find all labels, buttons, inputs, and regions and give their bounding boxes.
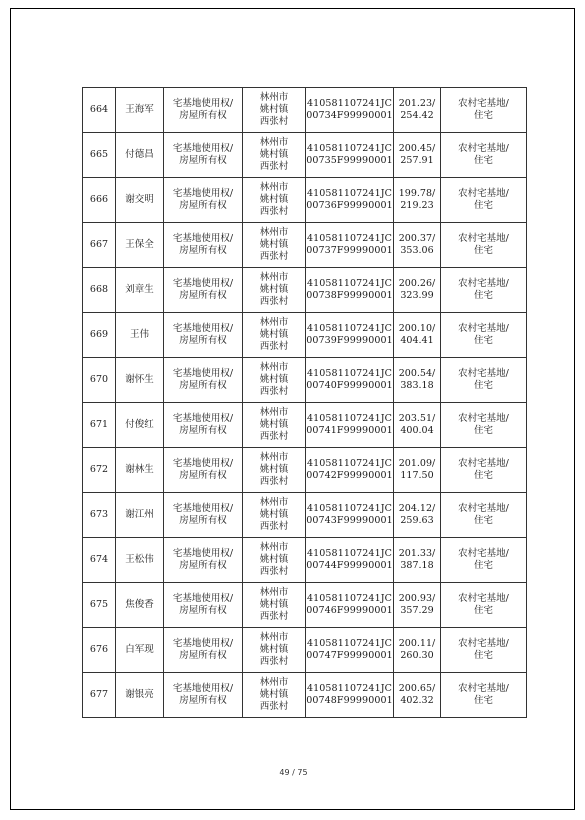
- right-type-cell: [164, 583, 243, 628]
- location-town: 姚村镇: [259, 284, 289, 295]
- usage-cell: [441, 448, 527, 493]
- row-number: 676: [89, 644, 109, 655]
- area-cell: [394, 583, 441, 628]
- usage-cell: [441, 88, 527, 133]
- area-cell: [394, 493, 441, 538]
- unit-code-cell: [306, 628, 394, 673]
- location-city: 林州市: [259, 227, 289, 238]
- row-number-cell: [83, 358, 116, 403]
- owner-name-cell: [116, 673, 164, 718]
- usage-cell: [441, 223, 527, 268]
- owner-name: 焦俊香: [125, 599, 154, 610]
- right-type-line-1: 宅基地使用权/: [172, 233, 234, 244]
- right-type-line-1: 宅基地使用权/: [172, 143, 234, 154]
- land-area: 200.10/: [398, 323, 436, 334]
- right-type-line-1: 宅基地使用权/: [172, 413, 234, 424]
- area-cell: [394, 313, 441, 358]
- unit-code-line-2: 00744F99990001: [306, 560, 393, 571]
- row-number-cell: [83, 673, 116, 718]
- location-city: 林州市: [259, 137, 289, 148]
- usage-cell: [441, 583, 527, 628]
- location-village: 西张村: [259, 251, 289, 262]
- building-area: 383.18: [400, 380, 434, 391]
- unit-code-line-1: 410581107241JC: [306, 188, 392, 199]
- right-type-line-2: 房屋所有权: [179, 560, 227, 571]
- usage-line-2: 住宅: [473, 110, 493, 121]
- location-city: 林州市: [259, 452, 289, 463]
- location-cell: [243, 403, 306, 448]
- location-town: 姚村镇: [259, 419, 289, 430]
- right-type-cell: [164, 88, 243, 133]
- owner-name: 刘章生: [125, 284, 154, 295]
- location-cell: [243, 493, 306, 538]
- right-type-line-1: 宅基地使用权/: [172, 278, 234, 289]
- unit-code-line-1: 410581107241JC: [306, 98, 392, 109]
- location-town: 姚村镇: [259, 644, 289, 655]
- unit-code-line-2: 00737F99990001: [306, 245, 393, 256]
- usage-line-2: 住宅: [473, 695, 493, 706]
- location-cell: [243, 313, 306, 358]
- usage-line-2: 住宅: [473, 290, 493, 301]
- location-town: 姚村镇: [259, 509, 289, 520]
- location-city: 林州市: [259, 497, 289, 508]
- table-row: [83, 583, 527, 628]
- owner-name-cell: [116, 88, 164, 133]
- location-town: 姚村镇: [259, 194, 289, 205]
- owner-name-cell: [116, 313, 164, 358]
- owner-name: 白军现: [125, 644, 154, 655]
- building-area: 402.32: [400, 695, 434, 706]
- row-number: 667: [89, 239, 109, 250]
- usage-line-2: 住宅: [473, 335, 493, 346]
- usage-line-1: 农村宅基地/: [458, 593, 509, 604]
- table-row: [83, 493, 527, 538]
- usage-line-1: 农村宅基地/: [458, 143, 509, 154]
- unit-code-line-2: 00740F99990001: [306, 380, 393, 391]
- unit-code-line-1: 410581107241JC: [306, 548, 392, 559]
- owner-name: 王海军: [125, 104, 154, 115]
- area-cell: [394, 223, 441, 268]
- usage-cell: [441, 673, 527, 718]
- right-type-line-2: 房屋所有权: [179, 290, 227, 301]
- location-city: 林州市: [259, 542, 289, 553]
- row-number-cell: [83, 538, 116, 583]
- unit-code-line-2: 00736F99990001: [306, 200, 393, 211]
- location-village: 西张村: [259, 296, 289, 307]
- area-cell: [394, 133, 441, 178]
- registration-table: [82, 87, 527, 718]
- location-village: 西张村: [259, 611, 289, 622]
- building-area: 400.04: [400, 425, 434, 436]
- unit-code-cell: [306, 268, 394, 313]
- unit-code-line-1: 410581107241JC: [306, 638, 392, 649]
- table-row: [83, 133, 527, 178]
- area-cell: [394, 448, 441, 493]
- row-number-cell: [83, 493, 116, 538]
- building-area: 259.63: [400, 515, 434, 526]
- building-area: 254.42: [400, 110, 434, 121]
- right-type-cell: [164, 403, 243, 448]
- unit-code-cell: [306, 358, 394, 403]
- location-cell: [243, 538, 306, 583]
- usage-line-2: 住宅: [473, 605, 493, 616]
- location-city: 林州市: [259, 407, 289, 418]
- usage-cell: [441, 403, 527, 448]
- unit-code-line-1: 410581107241JC: [306, 413, 392, 424]
- usage-cell: [441, 493, 527, 538]
- area-cell: [394, 268, 441, 313]
- unit-code-line-1: 410581107241JC: [306, 683, 392, 694]
- location-village: 西张村: [259, 566, 289, 577]
- owner-name: 付俊红: [125, 419, 154, 430]
- row-number: 669: [89, 329, 109, 340]
- usage-cell: [441, 538, 527, 583]
- location-cell: [243, 268, 306, 313]
- owner-name: 谢江州: [125, 509, 154, 520]
- row-number-cell: [83, 133, 116, 178]
- building-area: 260.30: [400, 650, 434, 661]
- location-village: 西张村: [259, 656, 289, 667]
- land-area: 200.65/: [398, 683, 436, 694]
- row-number-cell: [83, 583, 116, 628]
- building-area: 404.41: [400, 335, 434, 346]
- row-number: 677: [89, 689, 109, 700]
- row-number-cell: [83, 628, 116, 673]
- location-village: 西张村: [259, 476, 289, 487]
- unit-code-line-2: 00739F99990001: [306, 335, 393, 346]
- row-number: 672: [89, 464, 109, 475]
- location-cell: [243, 583, 306, 628]
- unit-code-line-2: 00734F99990001: [306, 110, 393, 121]
- location-cell: [243, 133, 306, 178]
- area-cell: [394, 358, 441, 403]
- row-number-cell: [83, 403, 116, 448]
- owner-name-cell: [116, 178, 164, 223]
- usage-line-1: 农村宅基地/: [458, 233, 509, 244]
- land-area: 200.37/: [398, 233, 436, 244]
- table-row: [83, 88, 527, 133]
- usage-line-2: 住宅: [473, 650, 493, 661]
- building-area: 323.99: [400, 290, 434, 301]
- table-row: [83, 358, 527, 403]
- right-type-cell: [164, 628, 243, 673]
- table-body: [83, 88, 527, 718]
- usage-line-2: 住宅: [473, 200, 493, 211]
- right-type-cell: [164, 268, 243, 313]
- owner-name: 谢林生: [125, 464, 154, 475]
- right-type-line-2: 房屋所有权: [179, 200, 227, 211]
- location-town: 姚村镇: [259, 104, 289, 115]
- owner-name-cell: [116, 403, 164, 448]
- usage-line-1: 农村宅基地/: [458, 683, 509, 694]
- unit-code-cell: [306, 673, 394, 718]
- right-type-line-2: 房屋所有权: [179, 515, 227, 526]
- unit-code-line-1: 410581107241JC: [306, 143, 392, 154]
- owner-name-cell: [116, 133, 164, 178]
- location-village: 西张村: [259, 116, 289, 127]
- owner-name: 谢银亮: [125, 689, 154, 700]
- location-village: 西张村: [259, 386, 289, 397]
- unit-code-line-2: 00747F99990001: [306, 650, 393, 661]
- owner-name: 付德昌: [125, 149, 154, 160]
- location-cell: [243, 358, 306, 403]
- location-city: 林州市: [259, 677, 289, 688]
- location-town: 姚村镇: [259, 329, 289, 340]
- page-number: 49 / 75: [279, 768, 308, 777]
- usage-line-1: 农村宅基地/: [458, 413, 509, 424]
- unit-code-cell: [306, 313, 394, 358]
- location-village: 西张村: [259, 431, 289, 442]
- area-cell: [394, 403, 441, 448]
- unit-code-line-1: 410581107241JC: [306, 593, 392, 604]
- row-number-cell: [83, 268, 116, 313]
- owner-name-cell: [116, 358, 164, 403]
- usage-line-2: 住宅: [473, 425, 493, 436]
- location-cell: [243, 628, 306, 673]
- usage-cell: [441, 178, 527, 223]
- building-area: 117.50: [400, 470, 434, 481]
- right-type-line-2: 房屋所有权: [179, 650, 227, 661]
- area-cell: [394, 538, 441, 583]
- usage-line-2: 住宅: [473, 155, 493, 166]
- location-town: 姚村镇: [259, 464, 289, 475]
- usage-line-1: 农村宅基地/: [458, 638, 509, 649]
- unit-code-line-1: 410581107241JC: [306, 503, 392, 514]
- right-type-line-1: 宅基地使用权/: [172, 503, 234, 514]
- unit-code-line-1: 410581107241JC: [306, 323, 392, 334]
- table-row: [83, 223, 527, 268]
- owner-name-cell: [116, 628, 164, 673]
- owner-name-cell: [116, 538, 164, 583]
- right-type-line-2: 房屋所有权: [179, 245, 227, 256]
- usage-line-1: 农村宅基地/: [458, 278, 509, 289]
- table-row: [83, 448, 527, 493]
- table-row: [83, 628, 527, 673]
- unit-code-line-2: 00746F99990001: [306, 605, 393, 616]
- owner-name: 王松伟: [125, 554, 154, 565]
- location-city: 林州市: [259, 632, 289, 643]
- row-number-cell: [83, 88, 116, 133]
- right-type-line-2: 房屋所有权: [179, 470, 227, 481]
- location-city: 林州市: [259, 317, 289, 328]
- unit-code-cell: [306, 133, 394, 178]
- owner-name: 谢怀生: [125, 374, 154, 385]
- right-type-line-2: 房屋所有权: [179, 605, 227, 616]
- unit-code-cell: [306, 223, 394, 268]
- land-area: 200.26/: [398, 278, 436, 289]
- location-cell: [243, 673, 306, 718]
- building-area: 219.23: [400, 200, 434, 211]
- row-number: 668: [89, 284, 109, 295]
- land-area: 200.11/: [398, 638, 436, 649]
- table-row: [83, 673, 527, 718]
- usage-line-1: 农村宅基地/: [458, 458, 509, 469]
- right-type-line-1: 宅基地使用权/: [172, 323, 234, 334]
- unit-code-cell: [306, 403, 394, 448]
- land-area: 200.45/: [398, 143, 436, 154]
- right-type-cell: [164, 673, 243, 718]
- location-village: 西张村: [259, 701, 289, 712]
- right-type-line-2: 房屋所有权: [179, 425, 227, 436]
- unit-code-cell: [306, 583, 394, 628]
- owner-name-cell: [116, 268, 164, 313]
- location-cell: [243, 223, 306, 268]
- area-cell: [394, 88, 441, 133]
- location-cell: [243, 178, 306, 223]
- right-type-cell: [164, 448, 243, 493]
- owner-name: 王保全: [125, 239, 154, 250]
- unit-code-cell: [306, 538, 394, 583]
- usage-cell: [441, 268, 527, 313]
- row-number-cell: [83, 178, 116, 223]
- unit-code-cell: [306, 493, 394, 538]
- usage-cell: [441, 313, 527, 358]
- usage-line-1: 农村宅基地/: [458, 548, 509, 559]
- table-row: [83, 178, 527, 223]
- unit-code-line-1: 410581107241JC: [306, 368, 392, 379]
- location-cell: [243, 448, 306, 493]
- area-cell: [394, 673, 441, 718]
- building-area: 257.91: [400, 155, 434, 166]
- usage-line-2: 住宅: [473, 515, 493, 526]
- right-type-cell: [164, 313, 243, 358]
- unit-code-line-2: 00748F99990001: [306, 695, 393, 706]
- right-type-line-1: 宅基地使用权/: [172, 188, 234, 199]
- right-type-line-1: 宅基地使用权/: [172, 458, 234, 469]
- usage-line-2: 住宅: [473, 470, 493, 481]
- document-page: [10, 8, 575, 810]
- unit-code-line-1: 410581107241JC: [306, 233, 392, 244]
- location-city: 林州市: [259, 182, 289, 193]
- location-town: 姚村镇: [259, 239, 289, 250]
- usage-cell: [441, 358, 527, 403]
- usage-line-1: 农村宅基地/: [458, 323, 509, 334]
- location-town: 姚村镇: [259, 689, 289, 700]
- right-type-line-1: 宅基地使用权/: [172, 683, 234, 694]
- usage-cell: [441, 133, 527, 178]
- row-number: 670: [89, 374, 109, 385]
- row-number: 675: [89, 599, 109, 610]
- right-type-cell: [164, 223, 243, 268]
- right-type-line-2: 房屋所有权: [179, 155, 227, 166]
- location-cell: [243, 88, 306, 133]
- unit-code-line-2: 00738F99990001: [306, 290, 393, 301]
- row-number: 674: [89, 554, 109, 565]
- unit-code-line-2: 00741F99990001: [306, 425, 393, 436]
- owner-name: 王伟: [129, 329, 149, 340]
- location-village: 西张村: [259, 521, 289, 532]
- area-cell: [394, 628, 441, 673]
- location-village: 西张村: [259, 161, 289, 172]
- owner-name-cell: [116, 583, 164, 628]
- right-type-line-2: 房屋所有权: [179, 335, 227, 346]
- usage-cell: [441, 628, 527, 673]
- right-type-line-1: 宅基地使用权/: [172, 368, 234, 379]
- unit-code-cell: [306, 448, 394, 493]
- right-type-cell: [164, 538, 243, 583]
- table-row: [83, 313, 527, 358]
- usage-line-2: 住宅: [473, 245, 493, 256]
- right-type-cell: [164, 133, 243, 178]
- right-type-line-1: 宅基地使用权/: [172, 548, 234, 559]
- owner-name-cell: [116, 223, 164, 268]
- row-number: 665: [89, 149, 109, 160]
- usage-line-1: 农村宅基地/: [458, 503, 509, 514]
- right-type-line-1: 宅基地使用权/: [172, 638, 234, 649]
- row-number-cell: [83, 313, 116, 358]
- usage-line-1: 农村宅基地/: [458, 368, 509, 379]
- owner-name-cell: [116, 493, 164, 538]
- location-town: 姚村镇: [259, 554, 289, 565]
- land-area: 199.78/: [398, 188, 436, 199]
- building-area: 353.06: [400, 245, 434, 256]
- land-area: 200.54/: [398, 368, 436, 379]
- land-area: 200.93/: [398, 593, 436, 604]
- row-number-cell: [83, 223, 116, 268]
- location-town: 姚村镇: [259, 149, 289, 160]
- right-type-line-1: 宅基地使用权/: [172, 98, 234, 109]
- unit-code-line-1: 410581107241JC: [306, 458, 392, 469]
- owner-name-cell: [116, 448, 164, 493]
- table-row: [83, 403, 527, 448]
- building-area: 387.18: [400, 560, 434, 571]
- location-town: 姚村镇: [259, 599, 289, 610]
- usage-line-1: 农村宅基地/: [458, 98, 509, 109]
- unit-code-line-1: 410581107241JC: [306, 278, 392, 289]
- location-city: 林州市: [259, 272, 289, 283]
- land-area: 201.33/: [398, 548, 436, 559]
- location-city: 林州市: [259, 587, 289, 598]
- land-area: 204.12/: [398, 503, 436, 514]
- unit-code-line-2: 00735F99990001: [306, 155, 393, 166]
- unit-code-cell: [306, 178, 394, 223]
- owner-name: 谢交明: [125, 194, 154, 205]
- land-area: 203.51/: [398, 413, 436, 424]
- row-number: 666: [89, 194, 109, 205]
- location-city: 林州市: [259, 92, 289, 103]
- usage-line-1: 农村宅基地/: [458, 188, 509, 199]
- right-type-cell: [164, 358, 243, 403]
- land-area: 201.23/: [398, 98, 436, 109]
- right-type-line-2: 房屋所有权: [179, 695, 227, 706]
- location-village: 西张村: [259, 206, 289, 217]
- row-number: 671: [89, 419, 109, 430]
- unit-code-line-2: 00743F99990001: [306, 515, 393, 526]
- land-area: 201.09/: [398, 458, 436, 469]
- location-town: 姚村镇: [259, 374, 289, 385]
- location-city: 林州市: [259, 362, 289, 373]
- right-type-line-2: 房屋所有权: [179, 380, 227, 391]
- right-type-cell: [164, 493, 243, 538]
- table-row: [83, 268, 527, 313]
- row-number: 664: [89, 104, 109, 115]
- right-type-line-1: 宅基地使用权/: [172, 593, 234, 604]
- right-type-cell: [164, 178, 243, 223]
- unit-code-cell: [306, 88, 394, 133]
- row-number: 673: [89, 509, 109, 520]
- usage-line-2: 住宅: [473, 380, 493, 391]
- usage-line-2: 住宅: [473, 560, 493, 571]
- table-row: [83, 538, 527, 583]
- row-number-cell: [83, 448, 116, 493]
- area-cell: [394, 178, 441, 223]
- building-area: 357.29: [400, 605, 434, 616]
- unit-code-line-2: 00742F99990001: [306, 470, 393, 481]
- right-type-line-2: 房屋所有权: [179, 110, 227, 121]
- location-village: 西张村: [259, 341, 289, 352]
